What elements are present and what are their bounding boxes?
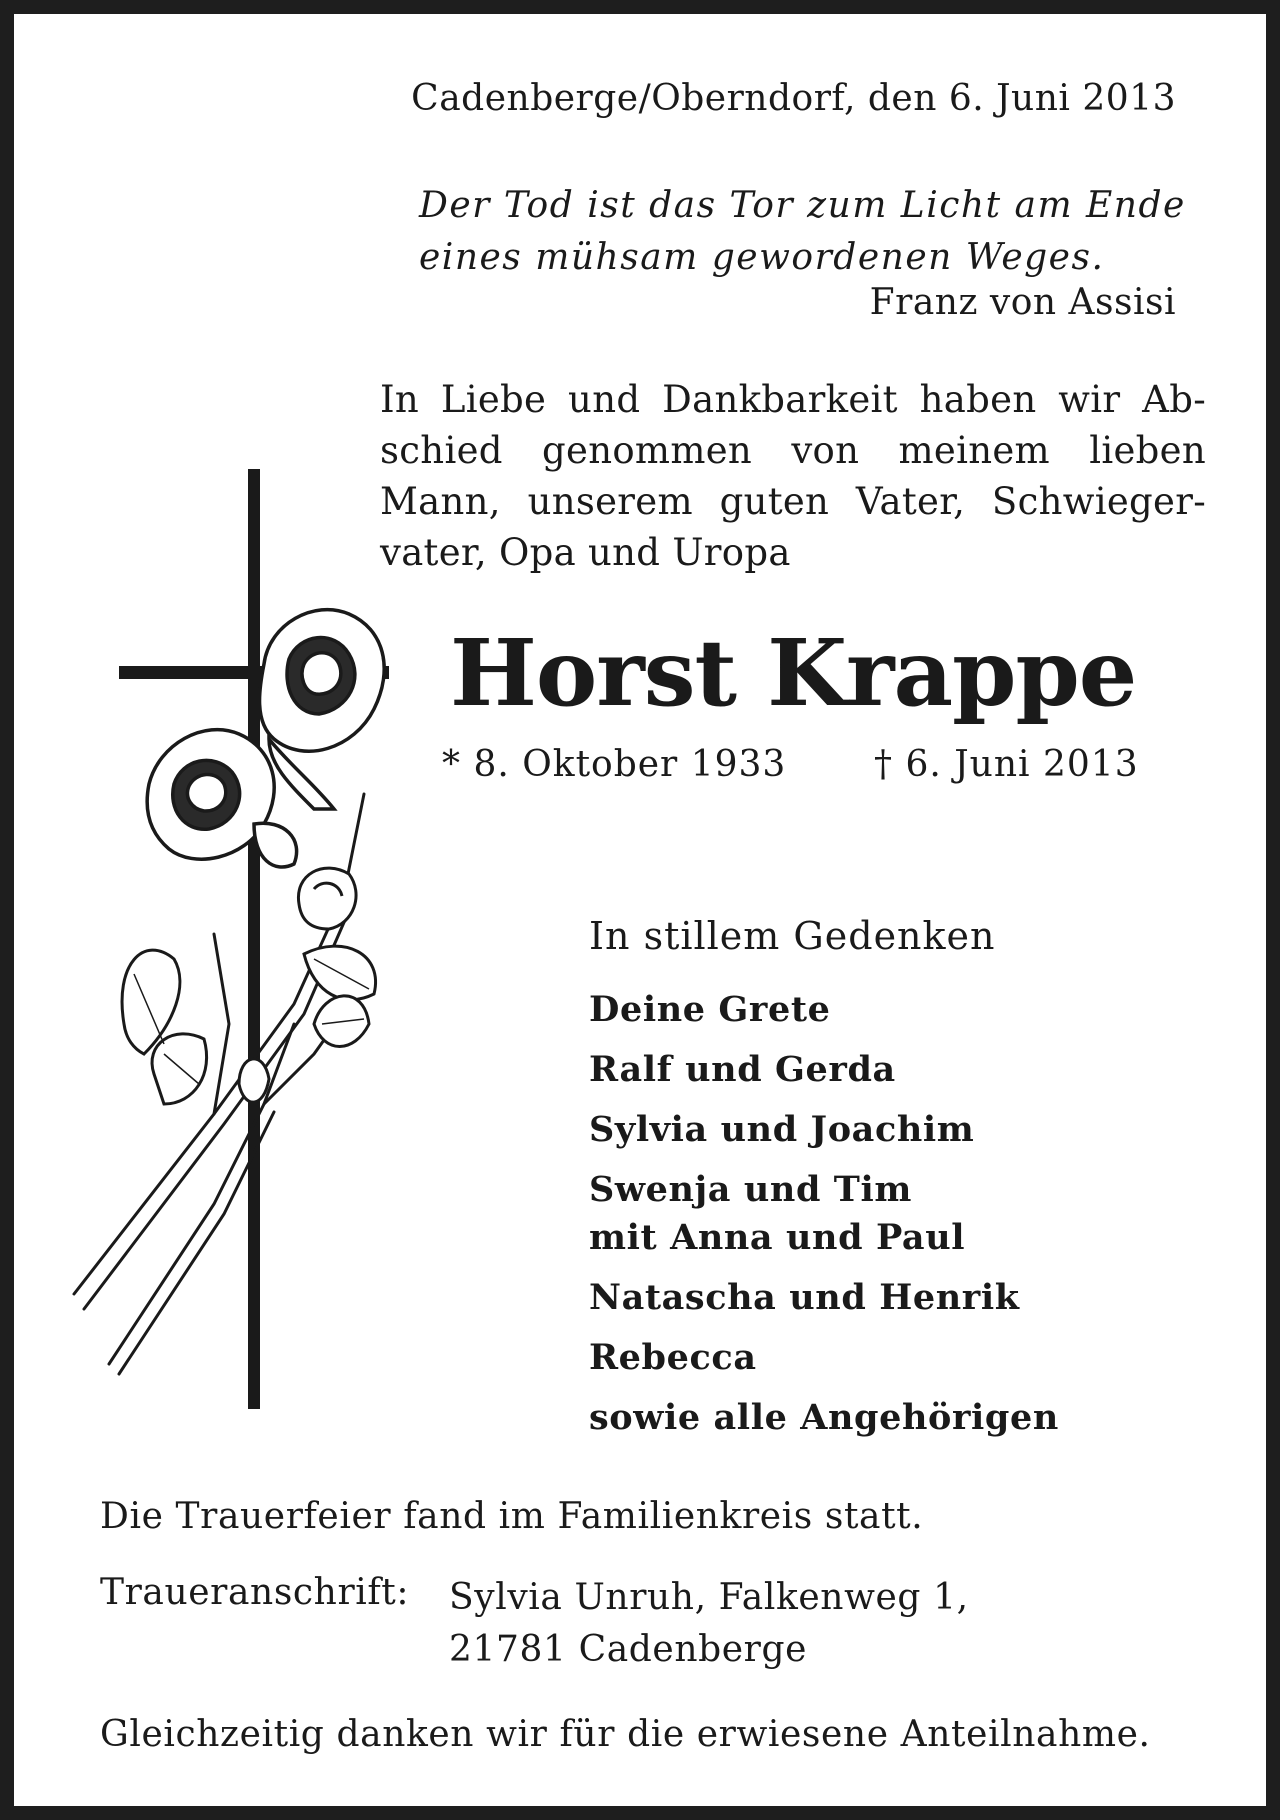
mourning-address [449,1572,969,1676]
cross-with-roses-icon [64,464,424,1424]
mourner-name: mit Anna und Paul [589,1217,966,1258]
quote [419,180,1186,284]
mourner-name: Sylvia und Joachim [589,1109,975,1150]
intro-line: schied genommen von meinem lieben [380,429,1206,472]
funeral-note: Die Trauerfeier fand im Familienkreis statt. [100,1496,924,1537]
quote-line: Der Tod ist das Tor zum Licht am Ende [419,185,1186,226]
mourner-name: Deine Grete [589,989,831,1030]
quote-line: eines mühsam gewordenen Weges. [419,237,1105,278]
intro-text [380,374,1206,578]
mourner-name: sowie alle Angehörigen [589,1397,1059,1438]
mourner-name: Natascha und Henrik [589,1277,1020,1318]
place-and-date: Cadenberge/Oberndorf, den 6. Juni 2013 [411,78,1176,119]
intro-line: In Liebe und Dankbarkeit haben wir Ab- [380,378,1206,421]
intro-line: Mann, unserem guten Vater, Schwieger- [380,480,1206,523]
mourner-name: Swenja und Tim [589,1169,912,1210]
mourner-name: Ralf und Gerda [589,1049,896,1090]
quote-author: Franz von Assisi [869,282,1176,323]
deceased-name: Horst Krappe [450,619,1137,727]
mourner-list [589,986,1059,1454]
mourner-name: Rebecca [589,1337,757,1378]
intro-line: vater, Opa und Uropa [380,531,791,574]
address-label: Traueranschrift: [100,1572,410,1613]
birth-date: * 8. Oktober 1933 [442,744,787,785]
death-date: † 6. Juni 2013 [874,744,1139,785]
memorial-heading: In stillem Gedenken [589,914,996,958]
thanks-note: Gleichzeitig danken wir für die erwiesene Anteilnahme. [100,1714,1151,1755]
address-line: Sylvia Unruh, Falkenweg 1, [449,1577,969,1618]
address-line: 21781 Cadenberge [449,1629,808,1670]
